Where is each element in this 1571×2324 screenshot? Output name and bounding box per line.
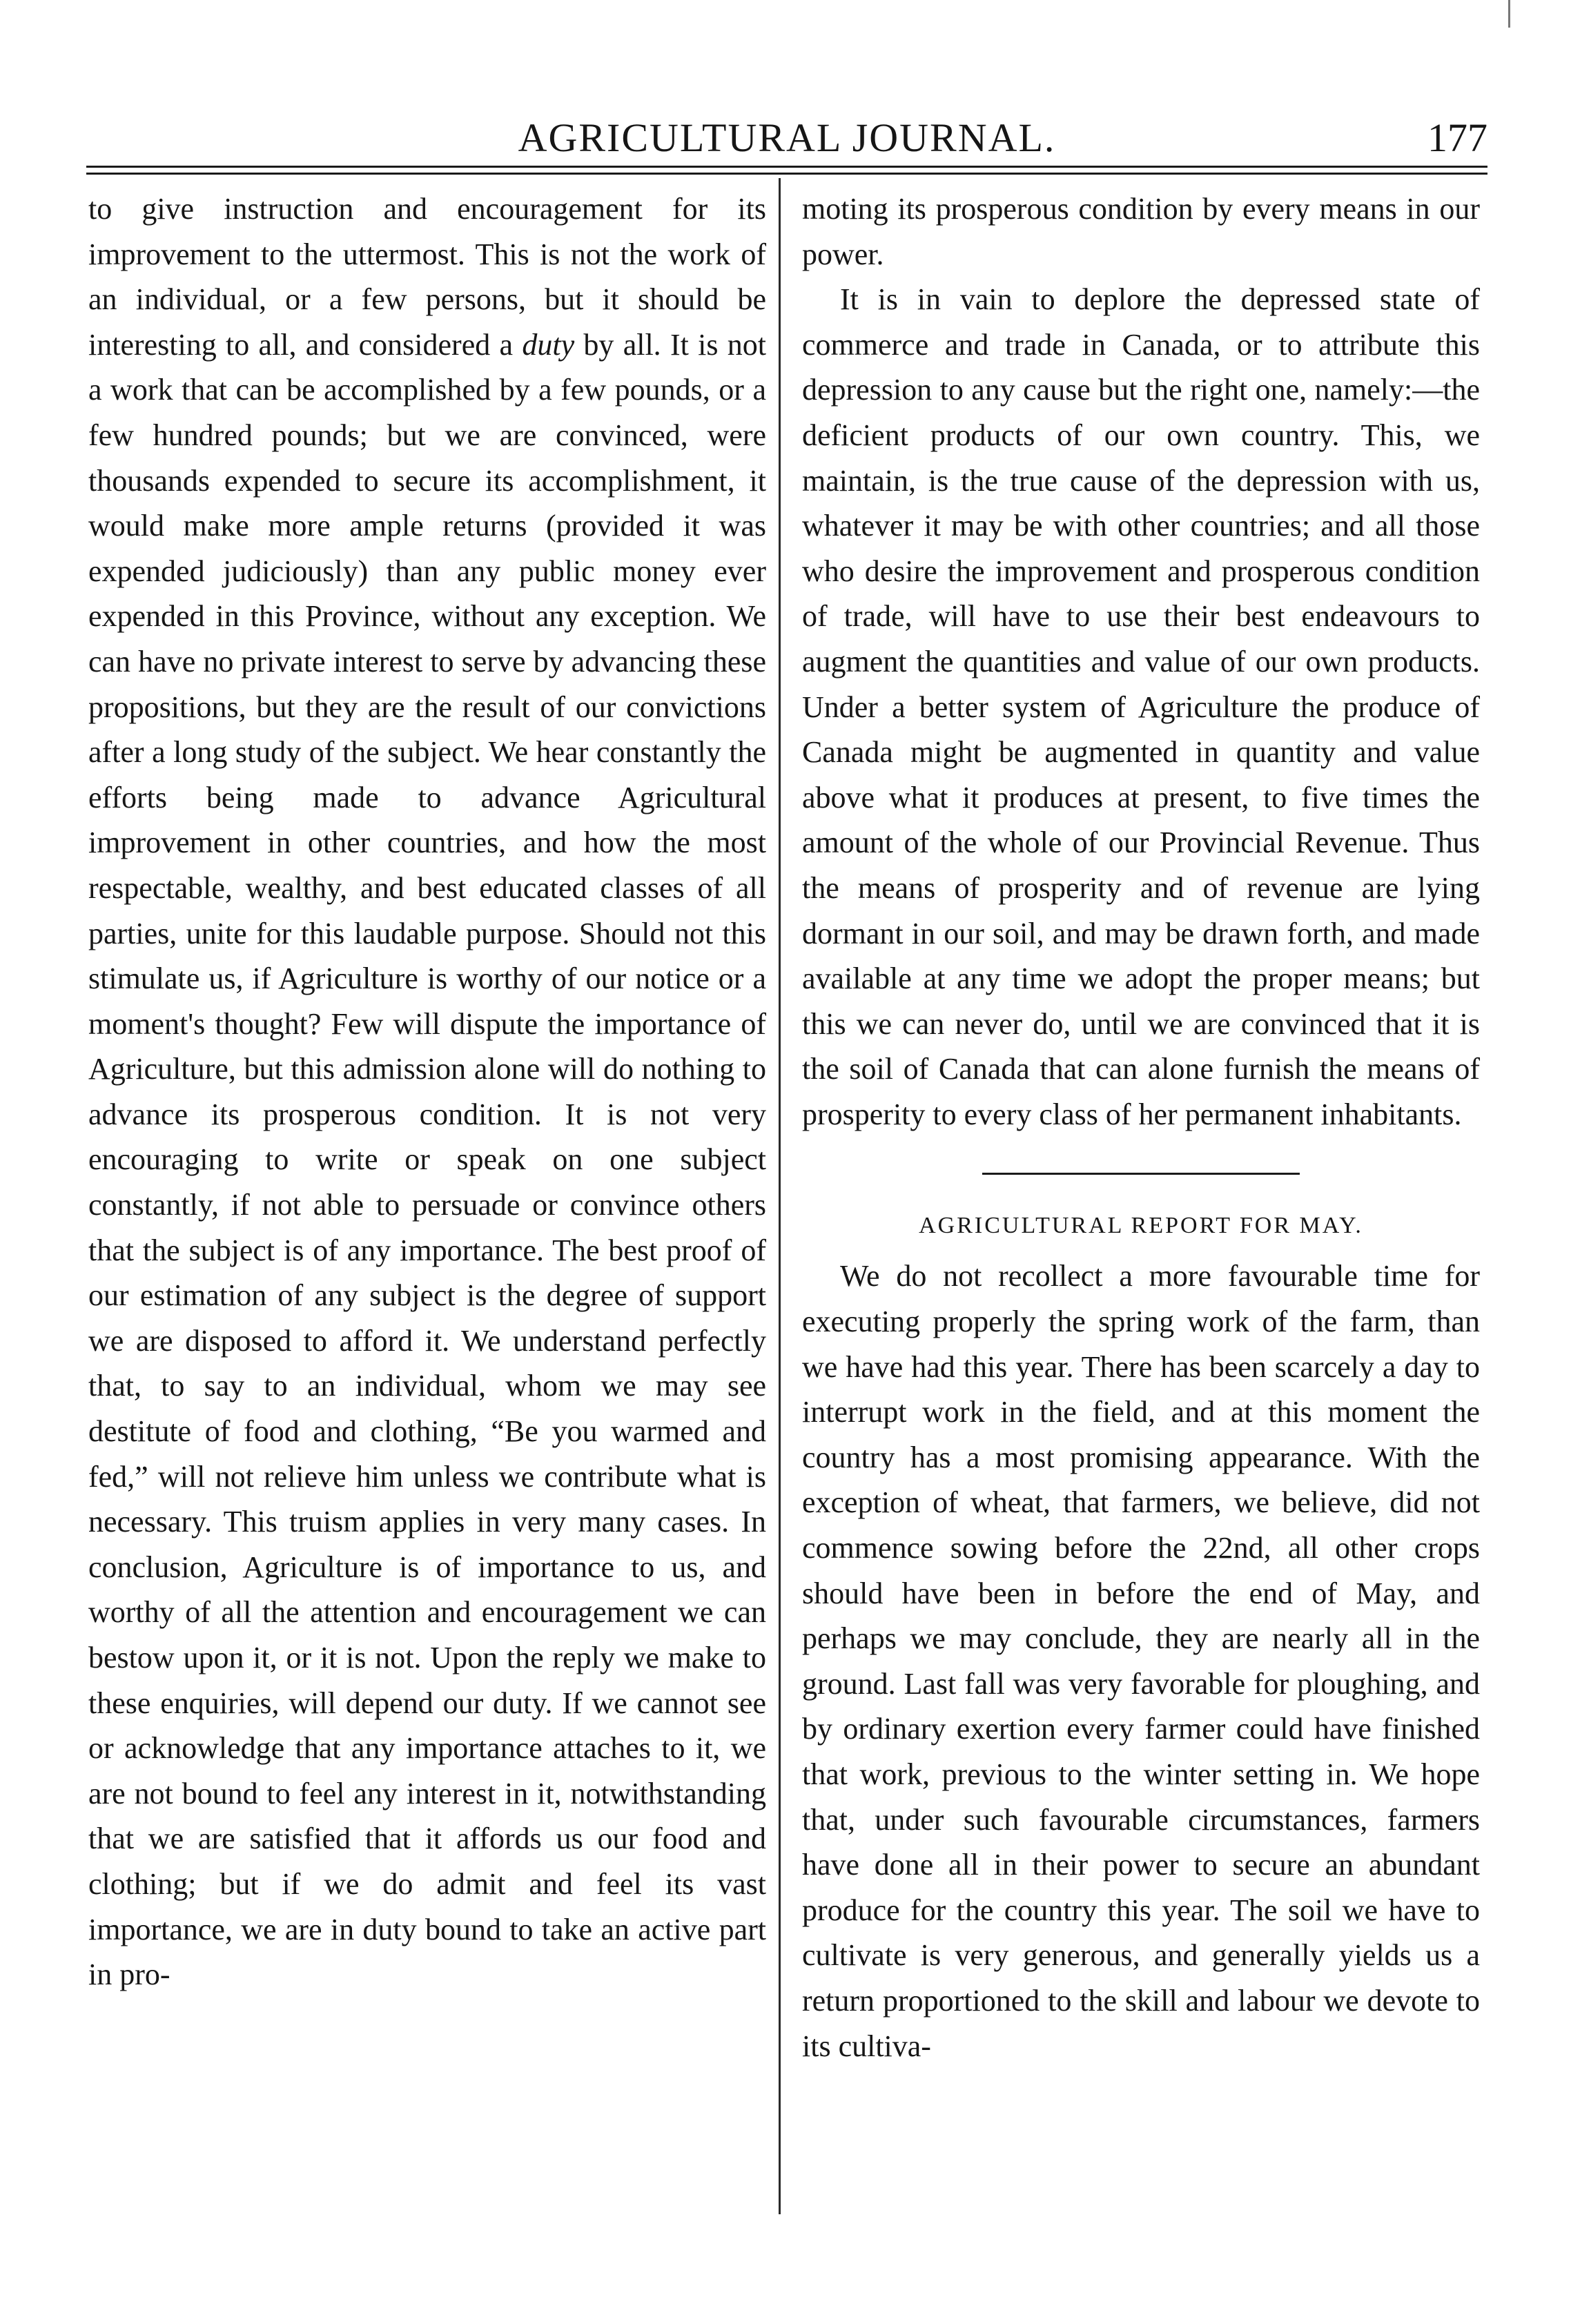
left-paragraph <box>88 186 766 1998</box>
left-paragraph-text-rest: by all. It is not a work that can be accomplished by a few pounds, or a few hundred pounds; but we are convinced, were thousands expended to secure its accomplishment, it would make more ample returns (provided it was expended judiciously) than any public money ever expended in this Province, without any exception. We can have no private interest to serve by advancing these propositions, but they are the result of our convictions after a long study of the subject. We hear constantly the efforts being made to advance Agricultural improvement in other countries, and how the most respectable, wealthy, and best educated classes of all parties, unite for this laudable purpose. Should not this stimulate us, if Agriculture is worthy of our notice or a moment's thought? Few will dispute the importance of Agriculture, but this admission alone will do nothing to advance its prosperous condition. It is not very encouraging to write or speak on one subject constantly, if not able to persuade or convince others that the subject is of any importance. The best proof of our estimation of any subject is the degree of support we are disposed to afford it. We understand perfectly that, to say to an individual, whom we may see destitute of food and clothing, “Be you warmed and fed,” will not relieve him unless we contribute what is necessary. This truism applies in very many cases. In conclusion, Agriculture is of importance to us, and worthy of all the attention and encouragement we can bestow upon it, or it is not. Upon the reply we make to these enquiries, will depend our duty. If we cannot see or acknowledge that any importance attaches to it, we are not bound to feel any interest in it, notwithstanding that we are satisfied that it affords us our food and clothing; but if we do admit and feel its vast importance, we are in duty bound to take an active part in pro- <box>88 327 766 1992</box>
right-column <box>802 186 1480 2069</box>
right-paragraph-report: We do not recollect a more favourable time for executing properly the spring work of the farm, than we have had this year. There has been scarcely a day to interrupt work in the field, and at this moment the country has a most promising appearance. With the exception of wheat, that farmers, we believe, did not commence sowing before the 22nd, all other crops should have been in before the end of May, and perhaps we may conclude, they are nearly all in the ground. Last fall was very favorable for ploughing, and by ordinary exertion every farmer could have finished that work, previous to the winter setting in. We hope that, under such favourable circumstances, farmers have done all in their power to secure an abundant produce for the country this year. The soil we have to cultivate is very generous, and generally yields us a return proportioned to the skill and labour we devote to its cultiva- <box>802 1259 1480 2063</box>
margin-mark <box>1508 0 1510 28</box>
page-number: 177 <box>1427 115 1487 160</box>
section-heading: AGRICULTURAL REPORT FOR MAY. <box>919 1213 1363 1239</box>
page-header <box>86 110 1487 166</box>
running-title: AGRICULTURAL JOURNAL. <box>518 115 1056 160</box>
column-divider <box>779 178 781 2214</box>
left-column <box>88 186 766 1998</box>
section-divider <box>982 1173 1300 1175</box>
header-rule-top <box>86 166 1487 168</box>
right-paragraph-continuation: moting its prosperous condition by every means in our power. <box>802 192 1480 271</box>
header-rule-bottom <box>86 173 1487 175</box>
emphasized-word: duty <box>522 327 575 362</box>
left-paragraph-text-start: to give instruction and encouragement for its improvement to the uttermost. This is not the work of an individual, or a few persons, but it should be interesting to all, and considered a <box>88 192 766 362</box>
right-paragraph-commerce: It is in vain to deplore the depressed state of commerce and trade in Canada, or to attribute this depression to any cause but the right one, namely:—the deficient products of our own country. This, we maintain, is the true cause of the depression with us, whatever it may be with other countries; and all those who desire the improvement and prosperous condition of trade, will have to use their best endeavours to augment the quantities and value of our own products. Under a better system of Agriculture the produce of Canada might be augmented in quantity and value above what it produces at present, to five times the amount of the whole of our Provincial Revenue. Thus the means of prosperity and of revenue are lying dormant in our soil, and may be drawn forth, and made available at any time we adopt the proper means; but this we can never do, until we are convinced that it is the soil of Canada that can alone furnish the means of prosperity to every class of her permanent inhabitants. <box>802 282 1480 1131</box>
